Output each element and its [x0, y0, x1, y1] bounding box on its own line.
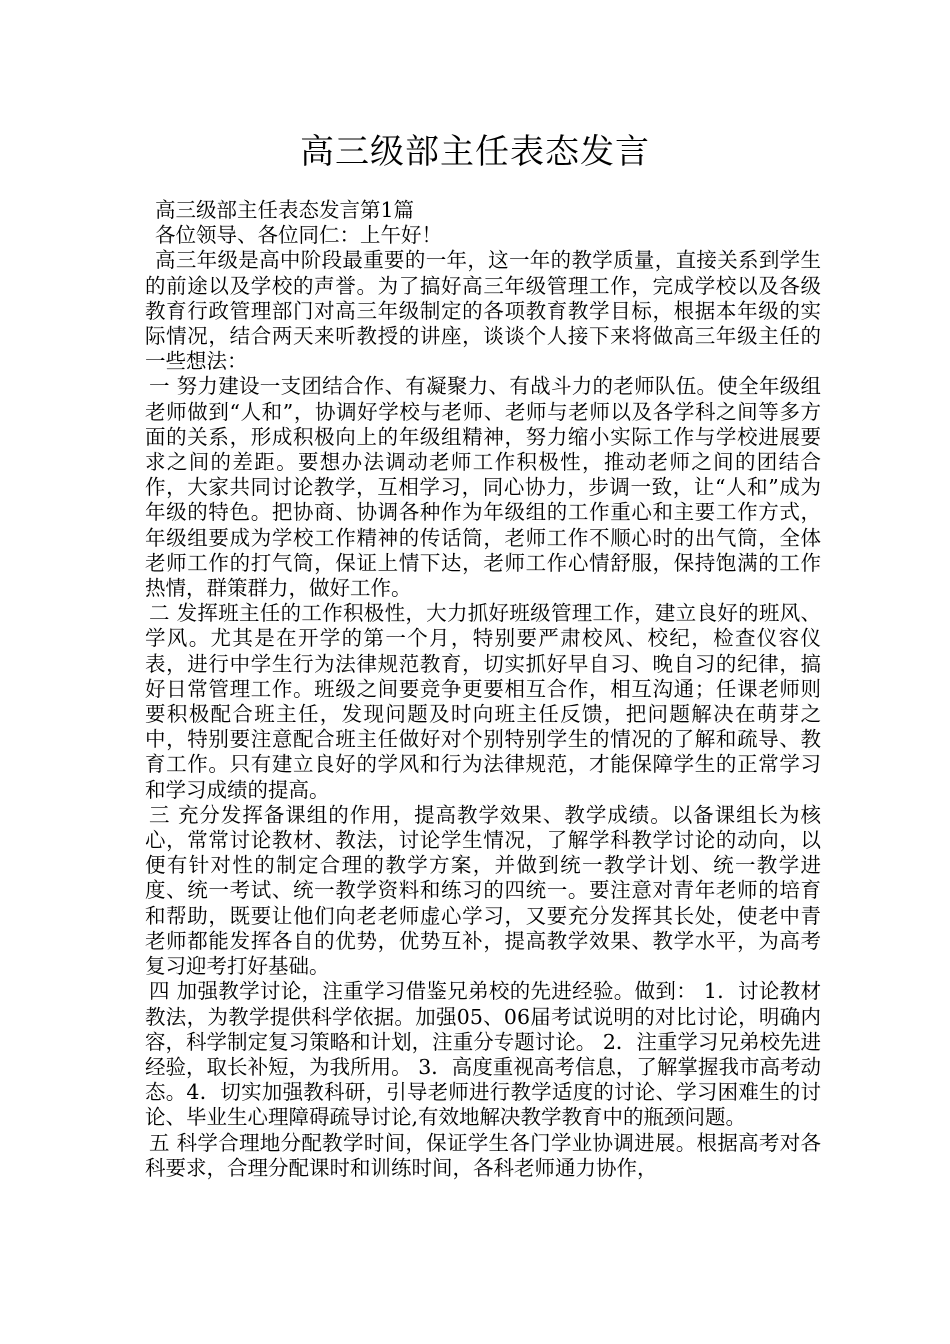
- document-body: [145, 198, 821, 1181]
- point-two-paragraph: 二 发挥班主任的工作积极性，大力抓好班级管理工作，建立良好的班风、学风。尤其是在开学的第一个月，特别要严肃校风、校纪，检查仪容仪表，进行中学生行为法律规范教育，切实抓好早自习、晚自习的纪律，搞好日常管理工作。班级之间要竞争更要相互合作，相互沟通；任课老师则要积极配合班主任，发现问题及时向班主任反馈，把问题解决在萌芽之中，特别要注意配合班主任做好对个别特别学生的情况的了解和疏导、教育工作。只有建立良好的学风和行为法律规范，才能保障学生的正常学习和学习成绩的提高。: [145, 601, 821, 802]
- point-three-paragraph: 三 充分发挥备课组的作用，提高教学效果、教学成绩。以备课组长为核心，常常讨论教材、教法，讨论学生情况，了解学科教学讨论的动向，以便有针对性的制定合理的教学方案，并做到统一教学计划、统一教学进度、统一考试、统一教学资料和练习的四统一。要注意对青年老师的培育和帮助，既要让他们向老老师虚心学习，又要充分发挥其长处，使老中青老师都能发挥各自的优势，优势互补，提高教学效果、教学水平，为高考复习迎考打好基础。: [145, 802, 821, 979]
- greeting-paragraph: 各位领导、各位同仁：上午好！: [155, 223, 442, 248]
- point-five-paragraph: 五 科学合理地分配教学时间，保证学生各门学业协调进展。根据高考对各科要求，合理分配课时和训练时间，各科老师通力协作，: [145, 1130, 821, 1180]
- point-four-paragraph: 四 加强教学讨论，注重学习借鉴兄弟校的先进经验。做到： 1．讨论教材教法，为教学提供科学依据。加强05、06届考试说明的对比讨论，明确内容，科学制定复习策略和计划，注重分专题讨论。 2．注重学习兄弟校先进经验，取长补短，为我所用。 3．高度重视高考信息，了解掌握我市高考动态。4．切实加强教科研，引导老师进行教学适度的讨论、学习困难生的讨论、毕业生心理障碍疏导讨论,有效地解决教学教育中的瓶颈问题。: [145, 979, 821, 1130]
- section-heading: 高三级部主任表态发言第1篇: [155, 198, 415, 222]
- document-title: 高三级部主任表态发言: [300, 132, 650, 172]
- point-one-paragraph: 一 努力建设一支团结合作、有凝聚力、有战斗力的老师队伍。使全年级组老师做到“人和”，协调好学校与老师、老师与老师以及各学科之间等多方面的关系，形成积极向上的年级组精神，努力缩小实际工作与学校进展要求之间的差距。要想办法调动老师工作积极性，推动老师之间的团结合作，大家共同讨论教学，互相学习，同心协力，步调一致，让“人和”成为年级的特色。把协商、协调各种作为年级组的工作重心和主要工作方式，年级组要成为学校工作精神的传话筒，老师工作不顺心时的出气筒，全体老师工作的打气筒，保证上情下达，老师工作心情舒服，保持饱满的工作热情，群策群力，做好工作。: [145, 374, 821, 601]
- intro-paragraph: 高三年级是高中阶段最重要的一年，这一年的教学质量，直接关系到学生的前途以及学校的声誉。为了搞好高三年级管理工作，完成学校以及各级教育行政管理部门对高三年级制定的各项教育教学目标，根据本年级的实际情况，结合两天来听教授的讲座，谈谈个人接下来将做高三年级主任的一些想法：: [145, 248, 821, 374]
